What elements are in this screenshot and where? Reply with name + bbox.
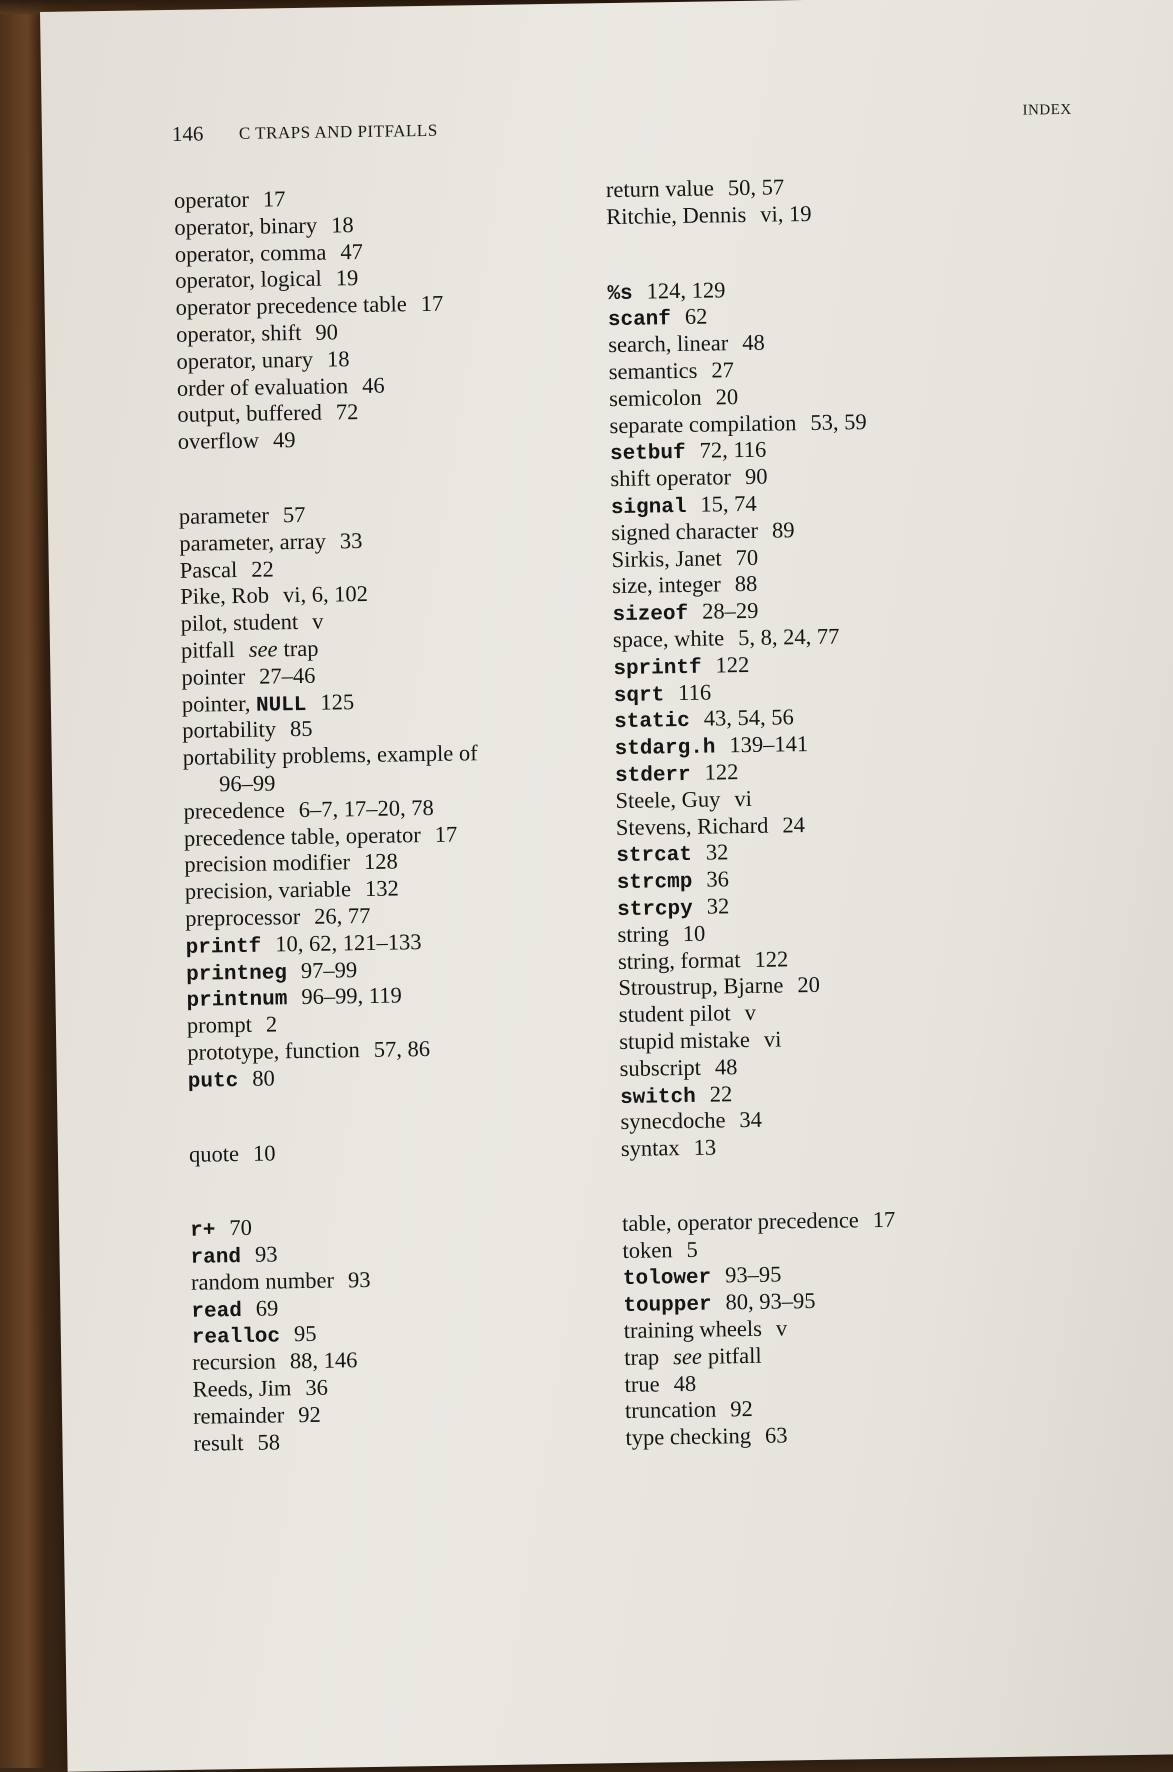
- index-page-numbers: 10: [682, 920, 706, 946]
- index-page-numbers: 17: [434, 821, 458, 847]
- index-letter-gap: [188, 1086, 659, 1141]
- index-page-numbers: 95: [293, 1321, 317, 1347]
- index-page-numbers: 19: [335, 265, 359, 291]
- index-term: table, operator precedence: [621, 1207, 860, 1236]
- index-page-numbers: 5, 8, 24, 77: [737, 623, 840, 651]
- index-page-numbers: 48: [742, 329, 765, 356]
- index-page-numbers: 32: [706, 893, 730, 919]
- index-code-term: scanf: [607, 308, 672, 333]
- index-page-numbers: 18: [326, 345, 350, 372]
- index-page-numbers: 22: [709, 1080, 733, 1107]
- index-page-numbers: 10, 62, 121–133: [275, 928, 422, 957]
- index-term: precedence: [183, 796, 285, 824]
- index-term: overflow: [177, 427, 260, 455]
- index-page-numbers: 93–95: [724, 1261, 782, 1288]
- page-number: 146: [171, 121, 204, 146]
- index-page-numbers: 53, 59: [810, 408, 867, 435]
- index-term: operator precedence table: [175, 291, 407, 321]
- index-page-numbers: 93: [254, 1241, 278, 1267]
- index-term: subscript: [619, 1054, 702, 1081]
- index-page-numbers: 46: [361, 372, 385, 398]
- index-page-numbers: 36: [706, 866, 730, 892]
- index-code-term: putc: [187, 1069, 239, 1094]
- index-page-numbers: 58: [257, 1429, 281, 1455]
- index-page-numbers: 28–29: [701, 597, 759, 624]
- index-page-numbers: 49: [272, 427, 296, 453]
- index-page-numbers: 90: [315, 319, 339, 345]
- index-term: stupid mistake: [619, 1026, 751, 1054]
- index-code-term: r+: [189, 1219, 216, 1244]
- index-term: parameter, array: [179, 528, 327, 556]
- index-page-numbers: 122: [715, 651, 750, 678]
- index-term: size, integer: [611, 571, 721, 599]
- index-page-numbers: 70: [229, 1215, 253, 1241]
- index-term: pilot, student: [180, 609, 299, 637]
- index-term: type checking: [625, 1423, 752, 1451]
- index-term: precedence table, operator: [183, 821, 421, 851]
- index-term: remainder: [192, 1402, 285, 1429]
- index-term: parameter: [178, 502, 270, 529]
- index-page-numbers: 72: [335, 399, 359, 425]
- book-title: C TRAPS AND PITFALLS: [238, 120, 438, 143]
- index-page-numbers: v: [744, 999, 757, 1026]
- index-term: prompt: [186, 1011, 253, 1038]
- index-page-numbers: 26, 77: [313, 902, 371, 929]
- index-page-numbers: 69: [255, 1295, 279, 1321]
- index-page-numbers: 92: [730, 1396, 753, 1422]
- index-code-term: stderr: [614, 763, 691, 788]
- index-page-numbers: 90: [744, 463, 768, 490]
- index-code-term: NULL: [255, 693, 307, 718]
- index-page-numbers: 132: [364, 875, 399, 902]
- index-page-numbers: 88: [734, 571, 758, 597]
- index-page-numbers: 72, 116: [699, 437, 767, 464]
- index-code-term: printf: [185, 935, 262, 960]
- index-page-numbers: 24: [782, 811, 806, 837]
- index-page-numbers: 20: [797, 972, 821, 998]
- book-page: [40, 0, 1173, 1772]
- index-code-term: realloc: [191, 1325, 281, 1351]
- index-code-term: static: [614, 710, 691, 735]
- running-head: [171, 101, 1072, 146]
- index-code-term: stdarg.h: [614, 736, 716, 762]
- index-code-term: setbuf: [609, 442, 686, 467]
- index-page-numbers: 70: [735, 544, 759, 570]
- index-see-reference: see: [248, 636, 278, 662]
- index-page-numbers: 85: [289, 716, 313, 742]
- index-term: signed character: [611, 517, 759, 545]
- index-column-left: [174, 181, 664, 1458]
- index-page-numbers: 10: [252, 1139, 276, 1166]
- index-term: shift operator: [610, 464, 732, 492]
- index-term: Reeds, Jim: [192, 1375, 292, 1402]
- index-letter-gap: [621, 1156, 1092, 1211]
- index-term: Ritchie, Dennis: [606, 201, 747, 229]
- index-see-reference: see: [672, 1343, 703, 1370]
- index-term: pointer,: [181, 690, 251, 717]
- index-page-numbers: 63: [764, 1422, 788, 1449]
- index-term: Pike, Rob: [180, 582, 270, 610]
- index-term: precision modifier: [184, 849, 351, 878]
- index-term: search, linear: [608, 330, 729, 358]
- index-code-term: tolower: [622, 1267, 712, 1292]
- index-letter-gap: [178, 448, 649, 503]
- index-page-numbers: 20: [715, 383, 739, 410]
- index-term: random number: [190, 1267, 335, 1295]
- index-code-term: %s: [607, 282, 633, 306]
- index-code-term: signal: [610, 495, 687, 521]
- index-term: operator, shift: [175, 319, 302, 347]
- index-page-numbers: 125: [320, 688, 355, 715]
- index-page-numbers: 80, 93–95: [725, 1288, 816, 1315]
- index-code-term: printnum: [186, 988, 288, 1014]
- index-term: truncation: [624, 1397, 717, 1424]
- index-page-numbers: 33: [339, 527, 363, 554]
- index-page-numbers: 36: [305, 1374, 329, 1401]
- index-code-term: toupper: [623, 1293, 712, 1319]
- index-code-term: strcpy: [617, 897, 693, 922]
- index-page-numbers: 27–46: [258, 662, 316, 689]
- index-page-numbers: 97–99: [300, 956, 358, 983]
- index-code-term: strcat: [616, 844, 693, 869]
- index-term: preprocessor: [185, 903, 301, 931]
- index-page-numbers: 18: [330, 211, 354, 238]
- index-term: portability problems, example of: [182, 740, 478, 770]
- index-page-numbers: 124, 129: [646, 276, 726, 304]
- index-letter-gap: [607, 223, 1078, 278]
- index-page-numbers: pitfall: [707, 1342, 762, 1369]
- index-term: operator: [173, 186, 250, 213]
- index-page-numbers: 27: [711, 357, 735, 383]
- index-page-numbers: vi, 6, 102: [282, 581, 369, 608]
- index-page-numbers: 34: [739, 1107, 763, 1133]
- index-page-numbers: 92: [298, 1401, 321, 1427]
- index-code-term: printneg: [185, 961, 288, 987]
- index-term: operator, binary: [174, 212, 318, 240]
- index-page-numbers: 17: [262, 186, 286, 212]
- index-page-numbers: 80: [251, 1065, 275, 1091]
- index-term: recursion: [192, 1348, 277, 1376]
- index-term: quote: [188, 1140, 240, 1167]
- index-term: prototype, function: [187, 1037, 361, 1065]
- index-term: portability: [182, 716, 277, 744]
- index-term: Stroustrup, Bjarne: [618, 972, 784, 1001]
- index-code-term: switch: [619, 1085, 696, 1110]
- index-term: Stevens, Richard: [615, 812, 769, 840]
- index-term: semicolon: [608, 384, 702, 411]
- index-page-numbers: trap: [283, 635, 319, 662]
- index-page-numbers: 17: [420, 290, 444, 317]
- index-code-term: read: [191, 1299, 243, 1324]
- desk-background: [0, 0, 46, 1768]
- index-page-numbers: 48: [714, 1053, 738, 1080]
- index-page-numbers: 47: [340, 238, 364, 264]
- index-column-right: [606, 170, 1096, 1452]
- index-code-term: sprintf: [613, 656, 702, 681]
- index-term: result: [193, 1429, 244, 1456]
- index-term: pointer: [181, 663, 246, 690]
- index-page-numbers: 57: [282, 501, 306, 528]
- index-page-numbers: 15, 74: [700, 490, 757, 517]
- index-term: string: [617, 920, 670, 947]
- index-page-numbers: 5: [686, 1236, 698, 1262]
- section-title: INDEX: [1022, 101, 1072, 119]
- index-page-numbers: 93: [347, 1266, 371, 1293]
- index-code-term: sqrt: [613, 683, 665, 708]
- index-page-numbers: vi: [734, 785, 753, 811]
- index-page-numbers: 43, 54, 56: [703, 704, 794, 732]
- index-page-numbers: 116: [677, 679, 712, 705]
- index-term: true: [624, 1371, 660, 1397]
- index-term: output, buffered: [177, 399, 323, 428]
- index-page-numbers: 48: [673, 1370, 697, 1396]
- index-page-numbers: v: [311, 608, 324, 634]
- index-page-numbers: 6–7, 17–20, 78: [298, 794, 434, 822]
- index-page-numbers: 128: [363, 848, 398, 875]
- index-page-numbers: 122: [704, 759, 739, 785]
- index-term: return value: [605, 175, 715, 203]
- index-page-numbers: 96–99, 119: [301, 982, 402, 1010]
- index-term: order of evaluation: [176, 372, 349, 401]
- index-term: 96–99: [218, 770, 276, 797]
- index-page-numbers: 139–141: [729, 731, 809, 758]
- index-term: Sirkis, Janet: [611, 544, 722, 572]
- index-term: token: [622, 1236, 673, 1263]
- index-term: trap: [624, 1344, 660, 1370]
- index-term: Steele, Guy: [615, 786, 721, 813]
- index-code-term: strcmp: [616, 870, 693, 896]
- index-term: training wheels: [623, 1315, 763, 1344]
- index-term: operator, unary: [176, 346, 314, 374]
- index-code-term: sizeof: [612, 603, 689, 628]
- index-code-term: rand: [190, 1246, 242, 1270]
- index-page-numbers: 89: [771, 516, 795, 543]
- index-page-numbers: 57, 86: [373, 1035, 431, 1062]
- index-term: string, format: [617, 946, 741, 974]
- index-page-numbers: 13: [693, 1134, 717, 1160]
- index-term: pitfall: [180, 636, 235, 663]
- index-page-numbers: vi: [763, 1026, 782, 1052]
- index-term: Pascal: [179, 556, 238, 583]
- index-page-numbers: v: [775, 1315, 788, 1341]
- index-page-numbers: 122: [754, 945, 789, 972]
- index-page-numbers: 50, 57: [727, 174, 785, 201]
- index-letter-gap: [189, 1161, 660, 1216]
- index-page-numbers: 22: [251, 555, 274, 582]
- index-term: separate compilation: [609, 409, 797, 438]
- index-page-numbers: 88, 146: [289, 1347, 358, 1374]
- index-term: student pilot: [618, 1000, 731, 1028]
- index-page-numbers: vi, 19: [760, 200, 812, 227]
- index-page-numbers: 62: [684, 303, 708, 330]
- index-term: syntax: [620, 1135, 680, 1162]
- index-term: operator, logical: [175, 265, 322, 294]
- index-term: operator, comma: [174, 239, 327, 267]
- index-term: precision, variable: [184, 876, 352, 904]
- index-term: semantics: [608, 357, 698, 385]
- index-page-numbers: 2: [265, 1011, 278, 1037]
- index-term: synecdoche: [620, 1107, 726, 1135]
- index-term: space, white: [612, 625, 725, 653]
- index-page-numbers: 32: [705, 839, 729, 865]
- index-page-numbers: 17: [872, 1206, 896, 1232]
